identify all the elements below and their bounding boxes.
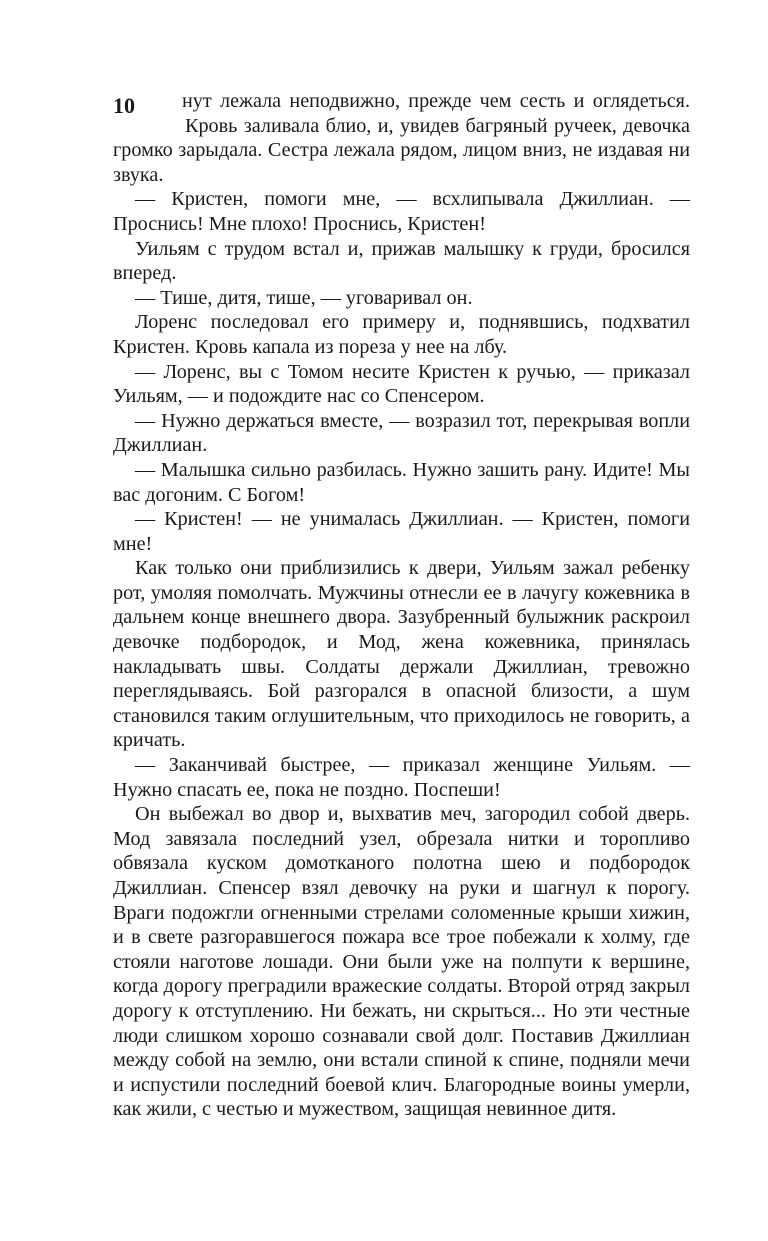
first-line: нут лежала неподвижно, прежде чем сесть и оглядеться. [182,90,690,112]
paragraph: — Заканчивай быстрее, — приказал женщине Уильям. — Нужно спасать ее, пока не поздно. Поспеши! [113,754,690,801]
paragraph: Он выбежал во двор и, выхватив меч, загородил собой дверь. Мод завязала последний узел, обрезала нитки и торопливо обвязала куском домотканого полотна шею и подбородок Джиллиан. Спенсер взял девочку на руки и шагнул к порогу. Враги подожгли огненными стрелами соломенные крыши хижин, и в свете разгоравшегося пожара все трое побежали к холму, где стояли наготове лошади. Они были уже на полпути к вершине, когда дорогу преградили вражеские солдаты. Второй отряд закрыл дорогу к отступлению. Ни бежать, ни скрыться... Но эти честные люди слишком хорошо сознавали свой долг. Поставив Джиллиан между собой на землю, они встали спиной к спине, подняли мечи и испустили последний боевой клич. Благородные воины умерли, как жили, с честью и мужеством, защищая невинное дитя. [113,803,690,1121]
paragraph: Уильям с трудом встал и, прижав малышку к груди, бросился вперед. [113,237,690,285]
paragraph: — Тише, дитя, тише, — уговаривал он. [135,286,473,309]
paragraph: Как только они приблизились к двери, Уильям зажал ребенку рот, умоляя помолчать. Мужчины отнесли ее в лачугу кожевника в дальнем конце внешнего двора. Зазубренный булыжник раскроил девочке подбородок, и Мод, жена кожевника, принялась накладывать швы. Солдаты держали Джиллиан, тревожно переглядываясь. Бой разгорался в опасной близости, а шум становился таким оглушительным, что приходилось не говорить, а кричать. [113,557,690,752]
paragraph: — Кристен, помоги мне, — всхлипывала Джиллиан. — Проснись! Мне плохо! Проснись, Кристен! [113,188,690,235]
page-number: 10 [113,93,135,118]
body-text [113,89,690,1122]
paragraph: — Лоренс, вы с Томом несите Кристен к ручью, — приказал Уильям, — и подождите нас со Спенсером. [113,360,690,408]
paragraph: Лоренс последовал его примеру и, поднявшись, подхватил Кристен. Кровь капала из пореза у нее на лбу. [113,311,690,358]
paragraph: Кровь заливала блио, и, увидев багряный ручеек, девочка громко зарыдала. Сестра лежала рядом, лицом вниз, не издавая ни звука. [113,114,690,186]
paragraph: — Нужно держаться вместе, — возразил тот, перекрывая вопли Джиллиан. [113,409,690,457]
paragraph: — Кристен! — не унималась Джиллиан. — Кристен, помоги мне! [113,508,690,555]
paragraph: — Малышка сильно разбилась. Нужно зашить рану. Идите! Мы вас догоним. С Богом! [113,458,690,506]
